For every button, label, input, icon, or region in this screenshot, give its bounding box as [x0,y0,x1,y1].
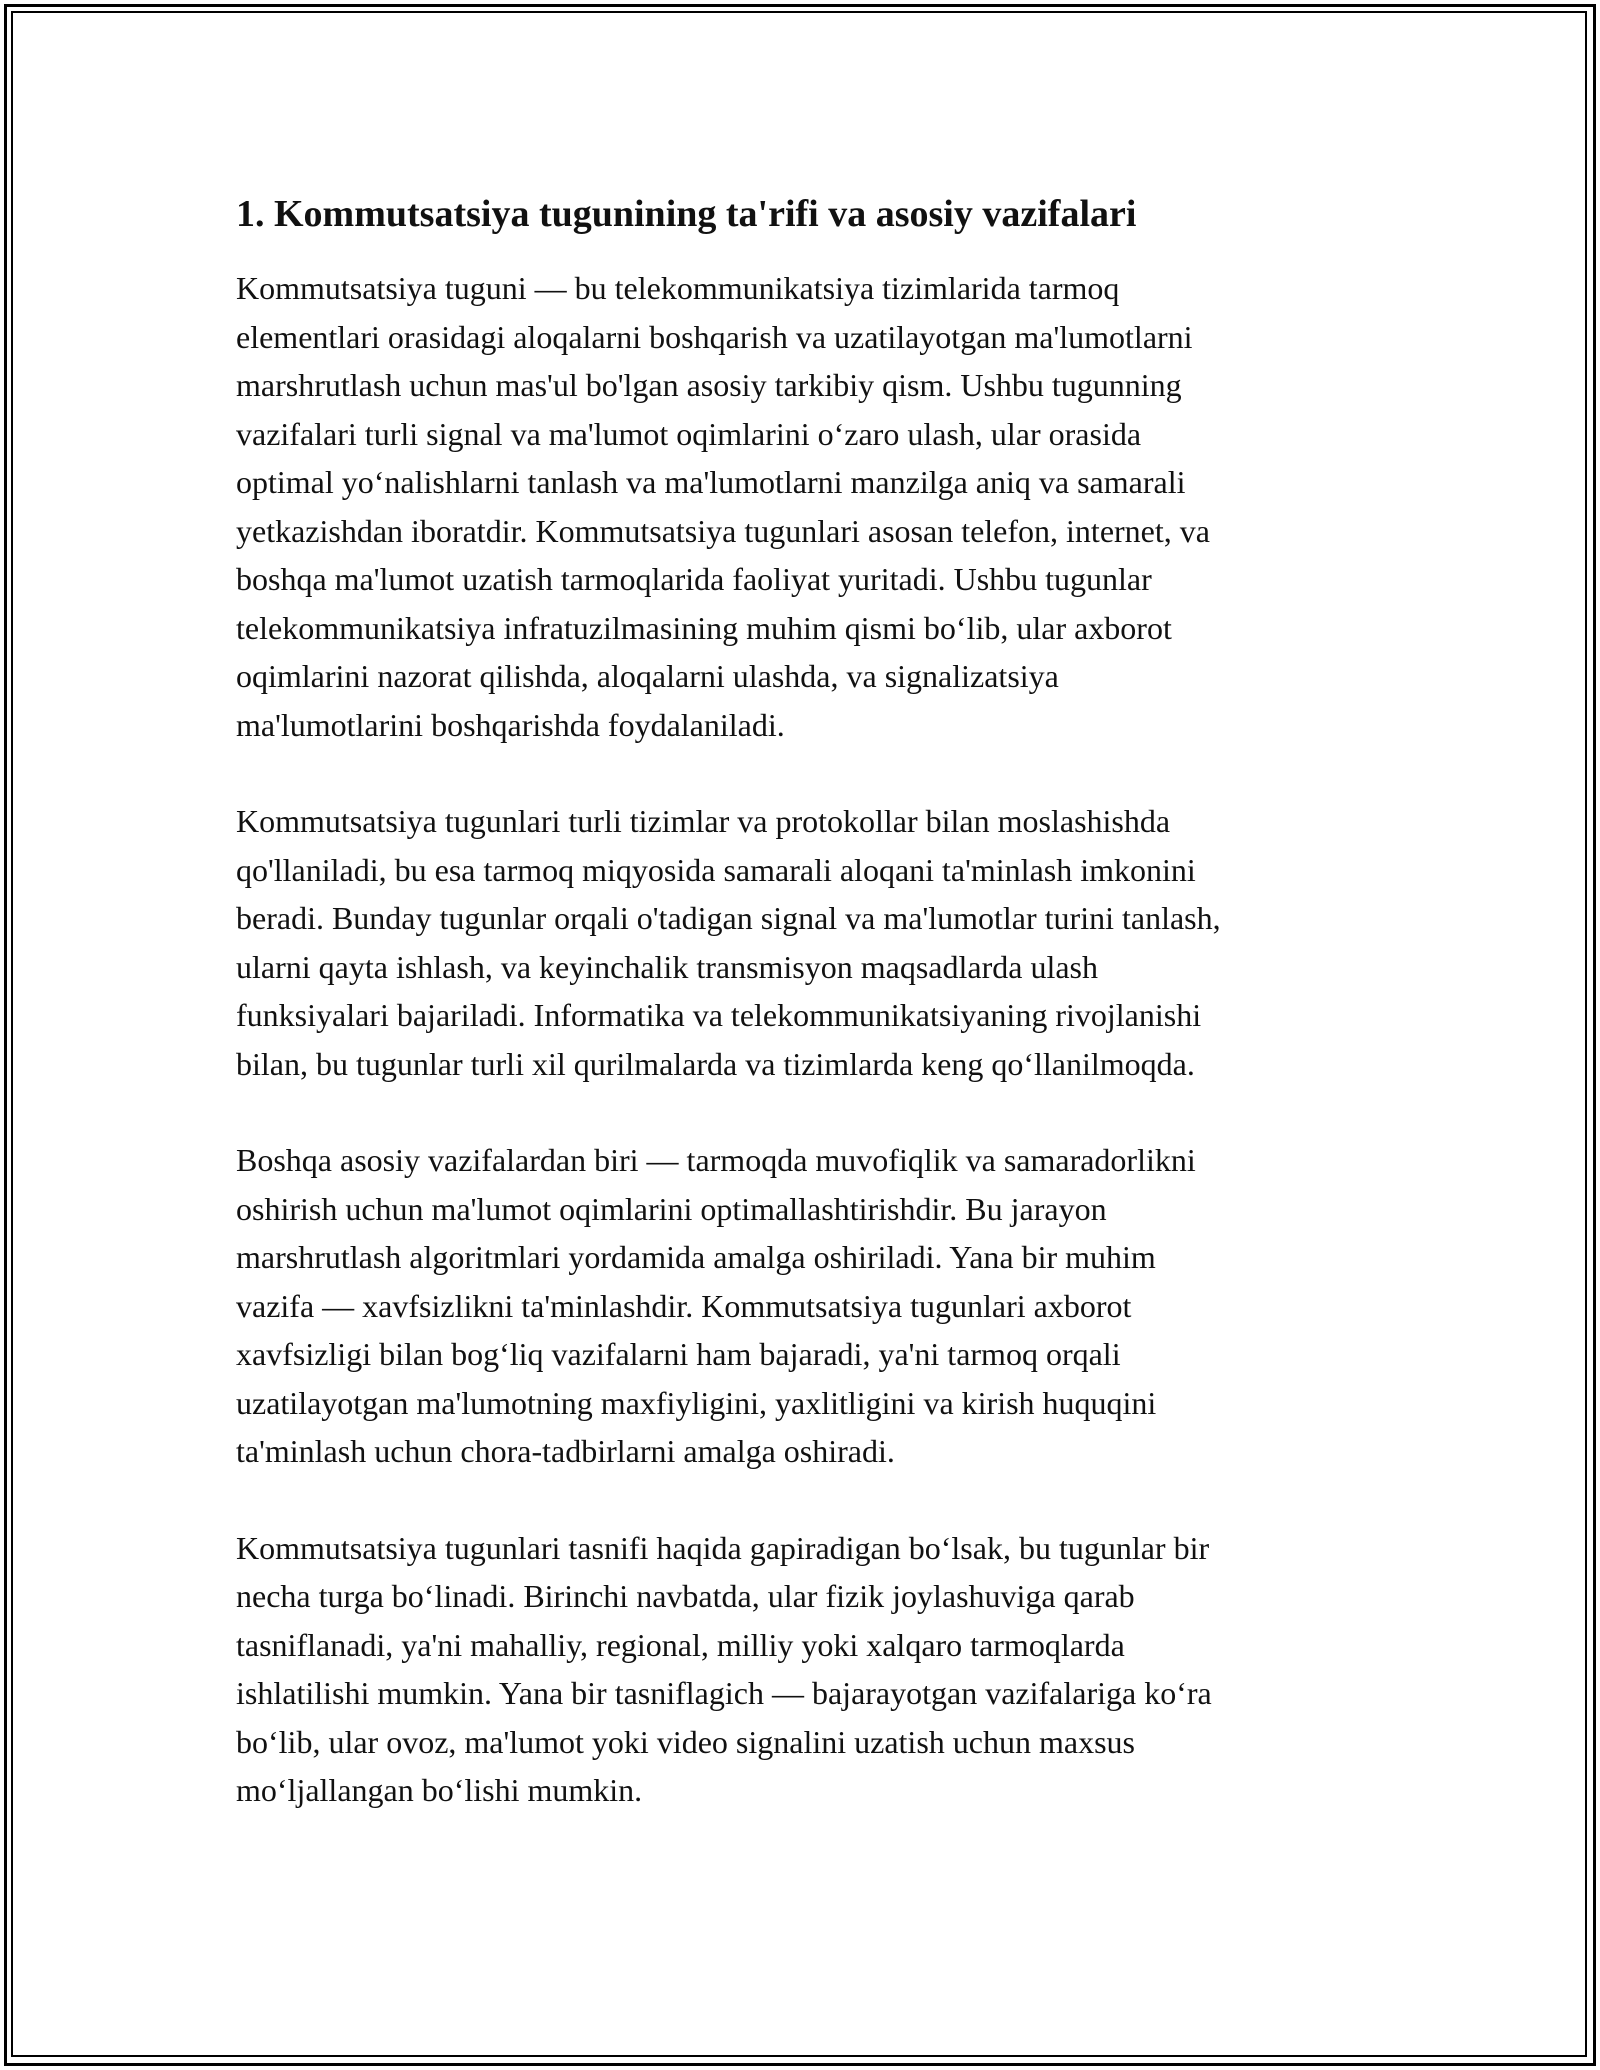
section-heading: 1. Kommutsatsiya tugunining ta'rifi va asosiy vazifalari [236,193,1137,235]
paragraph-1: Kommutsatsiya tuguni — bu telekommunikatsiya tizimlarida tarmoq elementlari orasidagi aloqalarni boshqarish va uzatilayotgan ma'lumotlarni marshrutlash uchun mas'ul bo'lgan asosiy tarkibiy qism. Ushbu tugunning vazifalari turli signal va ma'lumot oqimlarini o‘zaro ulash, ular orasida optimal yo‘nalishlarni tanlash va ma'lumotlarni manzilga aniq va samarali yetkazishdan iboratdir. Kommutsatsiya tugunlari asosan telefon, internet, va boshqa ma'lumot uzatish tarmoqlarida faoliyat yuritadi. Ushbu tugunlar telekommunikatsiya infratuzilmasining muhim qismi bo‘lib, ular axborot oqimlarini nazorat qilishda, aloqalarni ulashda, va signalizatsiya ma'lumotlarini boshqarishda foydalaniladi. [236,270,1210,743]
paragraph-4: Kommutsatsiya tugunlari tasnifi haqida gapiradigan bo‘lsak, bu tugunlar bir necha turga bo‘linadi. Birinchi navbatda, ular fizik joylashuviga qarab tasniflanadi, ya'ni mahalliy, regional, milliy yoki xalqaro tarmoqlarda ishlatilishi mumkin. Yana bir tasniflagich — bajarayotgan vazifalariga ko‘ra bo‘lib, ular ovoz, ma'lumot yoki video signalini uzatish uchun maxsus mo‘ljallangan bo‘lishi mumkin. [236,1529,1212,1808]
paragraph-3: Boshqa asosiy vazifalardan biri — tarmoqda muvofiqlik va samaradorlikni oshirish uchun ma'lumot oqimlarini optimallashtirishdir. Bu jarayon marshrutlash algoritmlari yordamida amalga oshiriladi. Yana bir muhim vazifa — xavfsizlikni ta'minlashdir. Kommutsatsiya tugunlari axborot xavfsizligi bilan bog‘liq vazifalarni ham bajaradi, ya'ni tarmoq orqali uzatilayotgan ma'lumotning maxfiyligini, yaxlitligini va kirish huquqini ta'minlash uchun chora-tadbirlarni amalga oshiradi. [236,1142,1196,1469]
paragraph-2: Kommutsatsiya tugunlari turli tizimlar va protokollar bilan moslashishda qo'llaniladi, bu esa tarmoq miqyosida samarali aloqani ta'minlash imkonini beradi. Bunday tugunlar orqali o'tadigan signal va ma'lumotlar turini tanlash, ularni qayta ishlash, va keyinchalik transmisyon maqsadlarda ulash funksiyalari bajariladi. Informatika va telekommunikatsiyaning rivojlanishi bilan, bu tugunlar turli xil qurilmalarda va tizimlarda keng qo‘llanilmoqda. [236,803,1221,1082]
document-body [236,186,1376,1863]
